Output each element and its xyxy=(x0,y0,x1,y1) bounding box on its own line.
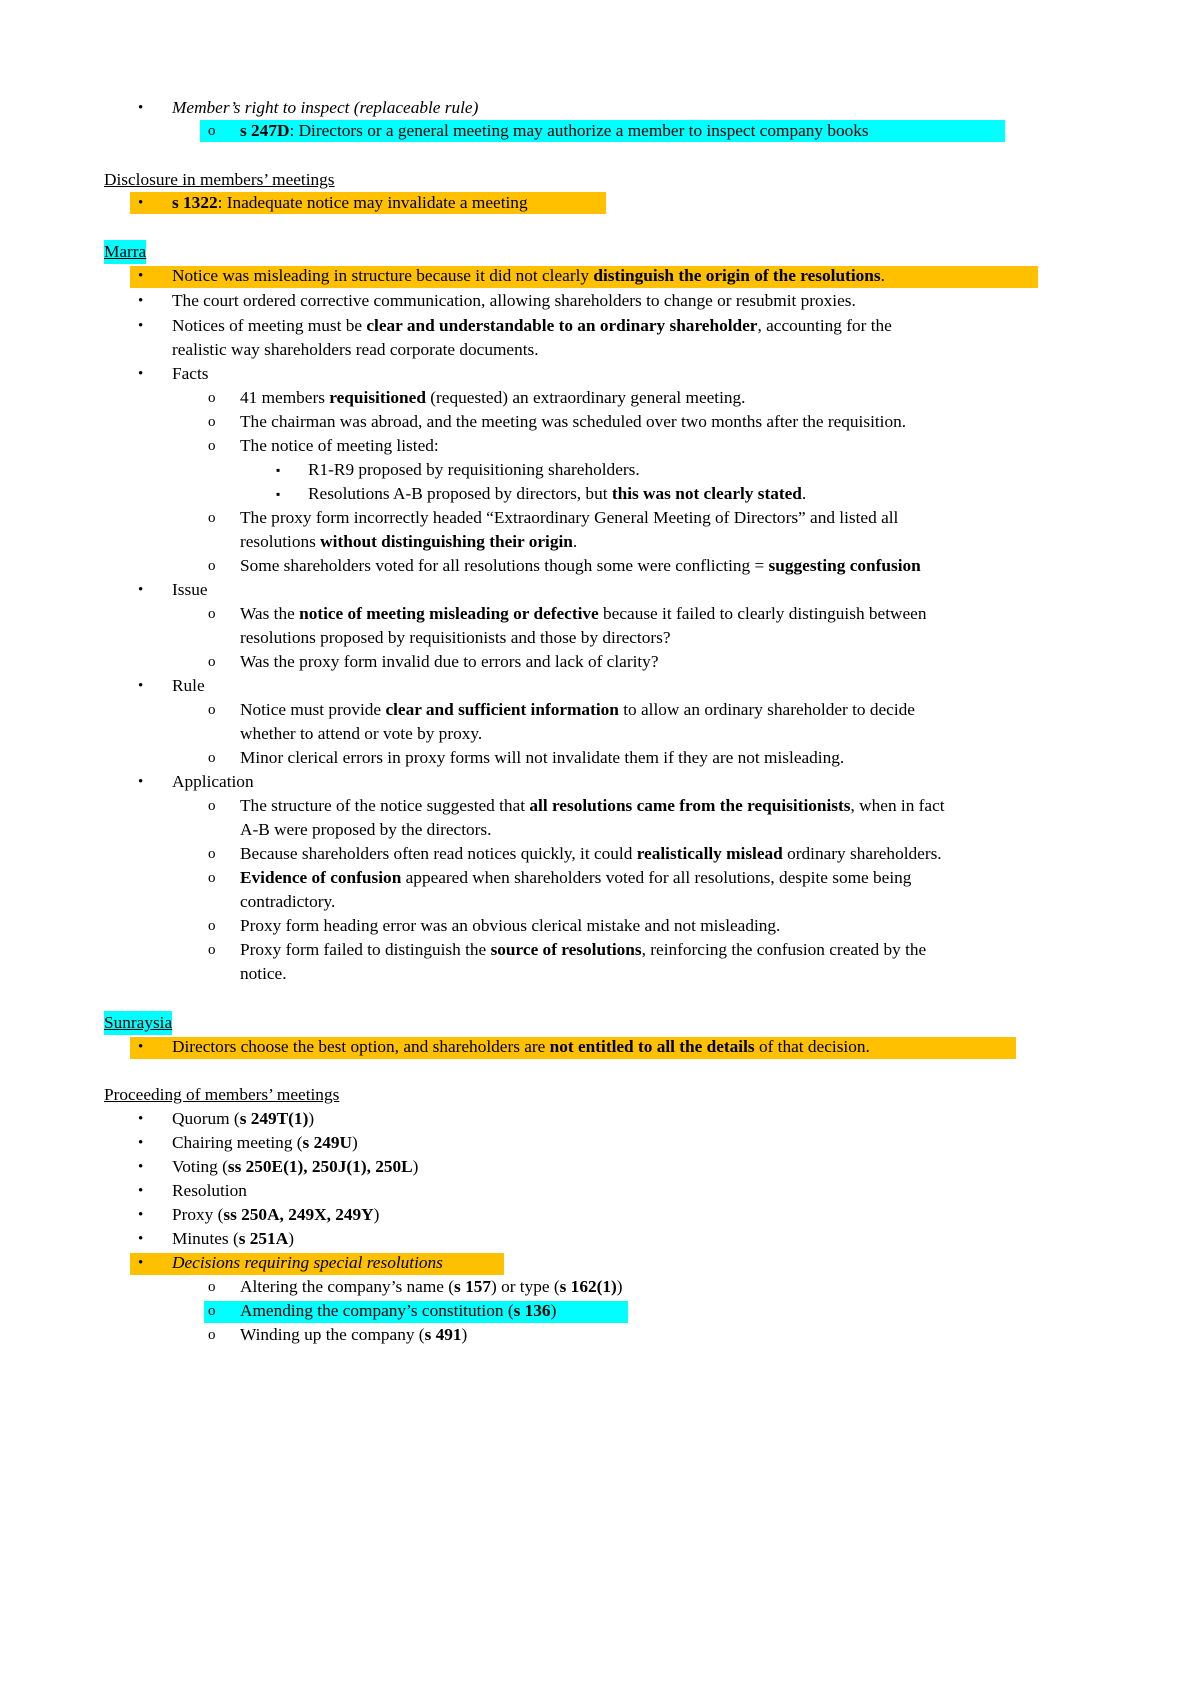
bullet-dot: • xyxy=(138,1135,144,1151)
issue-1: Was the notice of meeting misleading or defective because it failed to clearly distinguish between xyxy=(240,604,927,623)
application-label: Application xyxy=(172,772,254,791)
fact-4-cont: resolutions without distinguishing their origin. xyxy=(240,532,578,551)
bullet-circle: o xyxy=(208,654,216,670)
voting-item: Voting (ss 250E(1), 250J(1), 250L) xyxy=(172,1157,419,1176)
bullet-dot: • xyxy=(138,293,144,309)
bullet-dot: • xyxy=(138,100,144,116)
disclosure-heading: Disclosure in members’ meetings xyxy=(104,170,335,189)
sunraysia-heading: Sunraysia xyxy=(104,1011,172,1035)
bullet-circle: o xyxy=(208,390,216,406)
bullet-dot: • xyxy=(138,268,144,284)
fact-3b: Resolutions A-B proposed by directors, but this was not clearly stated. xyxy=(308,484,807,503)
rule-1-cont: whether to attend or vote by proxy. xyxy=(240,724,483,743)
bullet-square: ▪ xyxy=(276,487,281,501)
special-resolutions-item: Decisions requiring special resolutions xyxy=(172,1253,443,1272)
application-5: Proxy form failed to distinguish the source of resolutions, reinforcing the confusion created by the xyxy=(240,940,927,959)
bullet-dot: • xyxy=(138,1039,144,1055)
fact-1: 41 members requisitioned (requested) an extraordinary general meeting. xyxy=(240,388,746,407)
bullet-dot: • xyxy=(138,366,144,382)
application-3: Evidence of confusion appeared when shareholders voted for all resolutions, despite some being xyxy=(240,868,912,887)
special-3: Winding up the company (s 491) xyxy=(240,1325,468,1344)
bullet-circle: o xyxy=(208,918,216,934)
bullet-dot: • xyxy=(138,678,144,694)
special-2: Amending the company’s constitution (s 136) xyxy=(240,1301,557,1320)
bullet-circle: o xyxy=(208,1279,216,1295)
inspect-title: Member’s right to inspect (replaceable rule) xyxy=(172,98,479,117)
bullet-dot: • xyxy=(138,195,144,211)
marra-heading: Marra xyxy=(104,240,146,264)
bullet-circle: o xyxy=(208,558,216,574)
bullet-circle: o xyxy=(208,846,216,862)
bullet-square: ▪ xyxy=(276,463,281,477)
application-2: Because shareholders often read notices quickly, it could realistically mislead ordinary shareholders. xyxy=(240,844,942,863)
bullet-circle: o xyxy=(208,1327,216,1343)
application-5-cont: notice. xyxy=(240,964,287,983)
minutes-item: Minutes (s 251A) xyxy=(172,1229,294,1248)
application-4: Proxy form heading error was an obvious clerical mistake and not misleading. xyxy=(240,916,781,935)
bullet-circle: o xyxy=(208,123,216,139)
proxy-item: Proxy (ss 250A, 249X, 249Y) xyxy=(172,1205,380,1224)
chairing-item: Chairing meeting (s 249U) xyxy=(172,1133,358,1152)
bullet-circle: o xyxy=(208,702,216,718)
bullet-dot: • xyxy=(138,318,144,334)
rule-label: Rule xyxy=(172,676,205,695)
resolution-item: Resolution xyxy=(172,1181,247,1200)
fact-4: The proxy form incorrectly headed “Extraordinary General Meeting of Directors” and listed all xyxy=(240,508,899,527)
bullet-dot: • xyxy=(138,1255,144,1271)
application-3-cont: contradictory. xyxy=(240,892,336,911)
marra-point-1: Notice was misleading in structure because it did not clearly distinguish the origin of the resolutions. xyxy=(172,266,885,285)
bullet-circle: o xyxy=(208,414,216,430)
rule-1: Notice must provide clear and sufficient information to allow an ordinary shareholder to decide xyxy=(240,700,915,719)
rule-2: Minor clerical errors in proxy forms will not invalidate them if they are not misleading. xyxy=(240,748,845,767)
bullet-circle: o xyxy=(208,798,216,814)
bullet-dot: • xyxy=(138,1207,144,1223)
bullet-circle: o xyxy=(208,870,216,886)
fact-3a: R1-R9 proposed by requisitioning shareholders. xyxy=(308,460,640,479)
issue-2: Was the proxy form invalid due to errors and lack of clarity? xyxy=(240,652,659,671)
bullet-dot: • xyxy=(138,1159,144,1175)
issue-label: Issue xyxy=(172,580,208,599)
bullet-circle: o xyxy=(208,438,216,454)
fact-3: The notice of meeting listed: xyxy=(240,436,439,455)
bullet-circle: o xyxy=(208,510,216,526)
application-1: The structure of the notice suggested that all resolutions came from the requisitionists, when in fact xyxy=(240,796,945,815)
bullet-circle: o xyxy=(208,942,216,958)
fact-5: Some shareholders voted for all resolutions though some were conflicting = suggesting confusion xyxy=(240,556,921,575)
bullet-circle: o xyxy=(208,1303,216,1319)
fact-2: The chairman was abroad, and the meeting was scheduled over two months after the requisition. xyxy=(240,412,907,431)
s1322-item: s 1322: Inadequate notice may invalidate a meeting xyxy=(172,193,528,212)
bullet-dot: • xyxy=(138,582,144,598)
proceeding-heading: Proceeding of members’ meetings xyxy=(104,1085,340,1104)
s247d-item: s 247D: Directors or a general meeting may authorize a member to inspect company books xyxy=(240,121,869,140)
bullet-dot: • xyxy=(138,774,144,790)
marra-point-3: Notices of meeting must be clear and understandable to an ordinary shareholder, accounting for the xyxy=(172,316,892,335)
quorum-item: Quorum (s 249T(1)) xyxy=(172,1109,315,1128)
facts-label: Facts xyxy=(172,364,209,383)
bullet-dot: • xyxy=(138,1111,144,1127)
sunraysia-point-1: Directors choose the best option, and shareholders are not entitled to all the details of that decision. xyxy=(172,1037,870,1056)
issue-1-cont: resolutions proposed by requisitionists and those by directors? xyxy=(240,628,671,647)
marra-point-3-cont: realistic way shareholders read corporate documents. xyxy=(172,340,539,359)
bullet-dot: • xyxy=(138,1231,144,1247)
application-1-cont: A-B were proposed by the directors. xyxy=(240,820,492,839)
bullet-circle: o xyxy=(208,606,216,622)
special-1: Altering the company’s name (s 157) or type (s 162(1)) xyxy=(240,1277,623,1296)
bullet-circle: o xyxy=(208,750,216,766)
marra-point-2: The court ordered corrective communication, allowing shareholders to change or resubmit proxies. xyxy=(172,291,856,310)
bullet-dot: • xyxy=(138,1183,144,1199)
